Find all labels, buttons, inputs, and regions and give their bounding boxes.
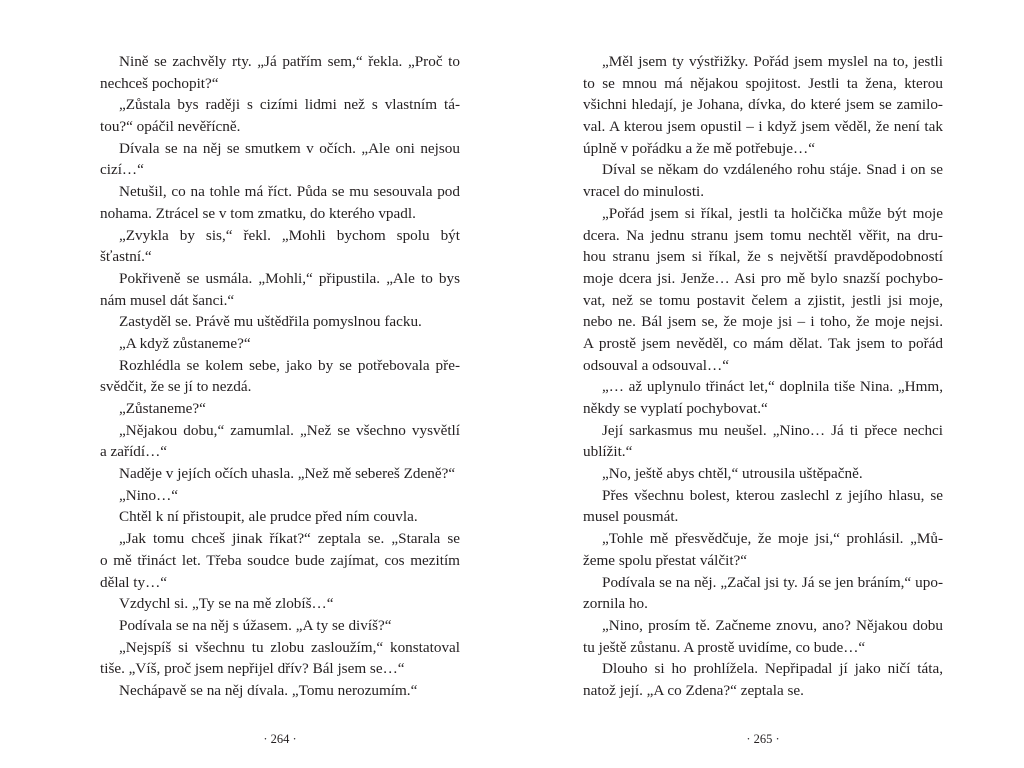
text-line: A prostě jsem nevěděl, co mám dělat. Tak jsem to pořád [583, 334, 943, 352]
text-line: nohama. Ztrácel se v tom zmatku, do kterého vpadl. [100, 204, 416, 222]
text-line: „A když zůstaneme?“ [119, 334, 251, 352]
paragraph [583, 485, 943, 528]
text-line: odsouval a odsouval…“ [583, 356, 729, 374]
paragraph [100, 506, 460, 528]
paragraph [583, 51, 943, 159]
left-page-text [100, 51, 460, 702]
paragraph [100, 94, 460, 137]
text-line: Netušil, co na tohle má říct. Půda se mu sesouvala pod [119, 183, 460, 201]
text-line: „Nino, prosím tě. Začneme znovu, ano? Nějakou dobu [602, 616, 943, 634]
paragraph [100, 680, 460, 702]
text-line: Přes všechnu bolest, kterou zaslechl z jejího hlasu, se [602, 486, 943, 504]
text-line: Nině se zachvěly rty. „Já patřím sem,“ řekla. „Proč to [119, 53, 460, 70]
paragraph [583, 615, 943, 658]
paragraph [100, 138, 460, 181]
text-line: „… až uplynulo třináct let,“ doplnila tiše Nina. „Hmm, [602, 378, 943, 396]
text-line: nechceš pochopit?“ [100, 74, 219, 92]
paragraph [583, 203, 943, 377]
text-line: „Nejspíš si všechnu tu zlobu zasloužím,“ konstatoval [119, 638, 460, 656]
text-line: dělal ty…“ [100, 573, 168, 591]
text-line: „Pořád jsem si říkal, jestli ta holčička může být moje [602, 204, 943, 222]
text-line: všichni hledají, je Johana, dívka, do které jsem se zamilo- [583, 96, 943, 114]
text-line: Podívala se na něj. „Začal jsi ty. Já se jen bráním,“ upo- [602, 573, 943, 591]
paragraph [100, 463, 460, 485]
text-line: „No, ještě abys chtěl,“ utrousila uštěpačně. [602, 465, 863, 483]
text-line: nám musel dát šanci.“ [100, 291, 235, 309]
paragraph [583, 658, 943, 701]
text-line: úplně v pořádku a že mě potřebuje…“ [583, 139, 815, 157]
paragraph [100, 593, 460, 615]
paragraph [583, 420, 943, 463]
text-line: „Měl jsem ty výstřižky. Pořád jsem myslel na to, jestli [602, 53, 943, 70]
text-line: Nechápavě se na něj dívala. „Tomu nerozumím.“ [119, 681, 418, 699]
paragraph [100, 637, 460, 680]
text-line: „Tohle mě přesvědčuje, že moje jsi,“ prohlásil. „Mů- [602, 530, 943, 548]
text-line: natož její. „A co Zdena?“ zeptala se. [583, 681, 804, 699]
text-line: někdy se vyplatí pochybovat.“ [583, 400, 768, 417]
text-line: o mě třináct let. Třeba soudce bude zajímat, cos mezitím [100, 551, 460, 569]
paragraph [583, 376, 943, 419]
text-line: tou?“ opáčil nevěřícně. [100, 118, 241, 136]
paragraph [100, 420, 460, 463]
paragraph [100, 355, 460, 398]
paragraph [100, 528, 460, 593]
paragraph [583, 463, 943, 485]
page-number-right: · 265 · [746, 732, 780, 746]
text-line: svědčit, že se jí to nezdá. [100, 378, 252, 396]
text-line: Dívala se na něj se smutkem v očích. „Ale oni nejsou [119, 139, 460, 157]
text-line: Díval se někam do vzdáleného rohu stáje. Snad i on se [602, 161, 943, 179]
text-line: „Nějakou dobu,“ zamumlal. „Než se všechno vysvětlí [119, 421, 460, 439]
text-line: tiše. „Víš, proč jsem nepřijel dřív? Bál jsem se…“ [100, 660, 405, 678]
text-line: vat, než se tomu postavit čelem a zjistit, jestli jsi moje, [583, 291, 943, 309]
paragraph [100, 268, 460, 311]
text-line: žeme spolu přestat válčit?“ [583, 551, 748, 569]
text-line: „Nino…“ [119, 486, 179, 504]
paragraph [583, 572, 943, 615]
text-line: tu ještě zůstanu. A prostě uvidíme, co bude…“ [583, 638, 866, 656]
text-line: Zastyděl se. Právě mu uštědřila pomyslnou facku. [119, 313, 422, 331]
text-line: Rozhlédla se kolem sebe, jako by se potřebovala pře- [119, 356, 460, 374]
page-number-left: · 264 · [263, 732, 297, 746]
text-line: to se mnou má nějakou spojitost. Jestli ta žena, kterou [583, 74, 943, 92]
text-line: Podívala se na něj s úžasem. „A ty se divíš?“ [119, 616, 392, 634]
paragraph [583, 528, 943, 571]
paragraph [100, 181, 460, 224]
paragraph [100, 398, 460, 420]
text-line: Vzdychl si. „Ty se na mě zlobíš…“ [119, 595, 334, 613]
paragraph [100, 333, 460, 355]
text-line: musel pousmát. [583, 508, 679, 526]
text-line: zornila ho. [583, 595, 648, 613]
text-line: Naděje v jejích očích uhasla. „Než mě sebereš Zdeně?“ [119, 465, 456, 483]
right-page-text [583, 51, 943, 702]
text-line: šťastní.“ [100, 248, 152, 266]
text-line: „Zůstaneme?“ [119, 400, 206, 417]
text-line: nebo ne. Bál jsem se, že moje jsi – i toho, že moje nejsi. [583, 313, 943, 331]
paragraph [100, 311, 460, 333]
text-line: „Jak tomu chceš jinak říkat?“ zeptala se. „Starala se [119, 530, 460, 548]
text-line: „Zůstala bys raději s cizími lidmi než s vlastním tá- [119, 96, 460, 114]
text-line: cizí…“ [100, 161, 144, 179]
text-line: Její sarkasmus mu neušel. „Nino… Já ti přece nechci [602, 421, 943, 439]
paragraph [100, 225, 460, 268]
text-line: vracel do minulosti. [583, 183, 705, 201]
paragraph [100, 615, 460, 637]
paragraph [100, 51, 460, 94]
paragraph [100, 485, 460, 507]
text-line: Chtěl k ní přistoupit, ale prudce před ním couvla. [119, 508, 418, 526]
text-line: Pokřiveně se usmála. „Mohli,“ připustila. „Ale to bys [119, 269, 460, 287]
text-line: dcera. Na jednu stranu jsem tomu nechtěl věřit, na dru- [583, 226, 943, 244]
text-line: hou stranu jsem si říkal, že s největší pravděpodobností [583, 248, 943, 266]
text-line: val. A kterou jsem opustil – i když jsem věděl, že není tak [583, 118, 943, 136]
paragraph [583, 159, 943, 202]
text-line: a zařídí…“ [100, 443, 168, 461]
text-line: Dlouho si ho prohlížela. Nepřipadal jí jako ničí táta, [602, 660, 943, 678]
text-line: moje dcera jsi. Jenže… Asi pro mě bylo snazší pochybo- [583, 269, 943, 287]
text-line: „Zvykla by sis,“ řekl. „Mohli bychom spolu být [119, 226, 460, 244]
text-line: ublížit.“ [583, 443, 633, 461]
